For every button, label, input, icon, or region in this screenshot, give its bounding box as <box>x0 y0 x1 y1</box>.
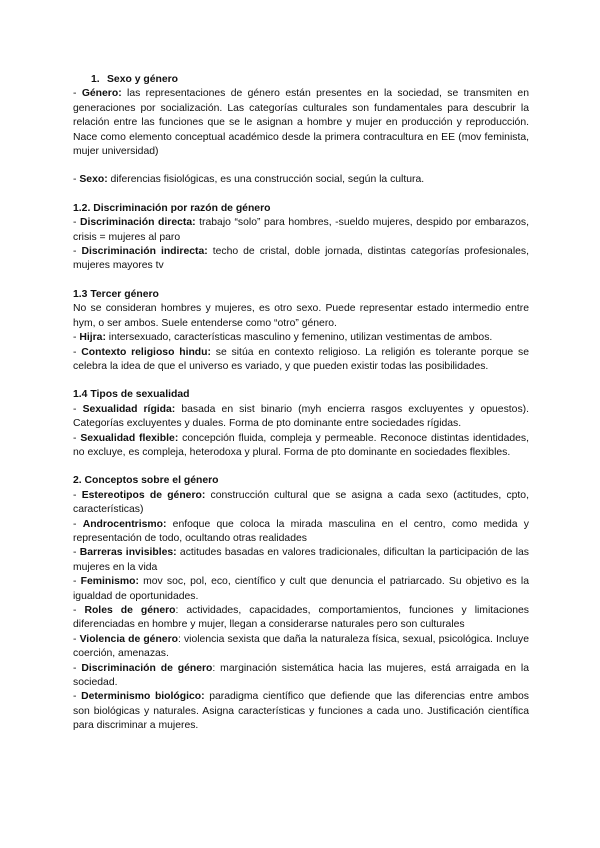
definition-genero: - Género: las representaciones de género están presentes en la sociedad, se transmiten en generaciones por socialización. Las categorías culturales son fundamentales para descubrir la relación entre las funciones que se le asignan a hombre y mujer en producción y reproducción. Nace como elemento conceptual académico desde la primera contracultura en EE (mov feminista, mujer universidad) <box>73 88 529 158</box>
list-item: - Sexualidad rígida: basada en sist binario (myh encierra rasgos excluyentes y opuestos). Categorías excluyentes y duales. Forma de pto dominante entre sociedades rígidas. <box>73 403 529 430</box>
term-sexualidad-rigida: Sexualidad rígida: <box>82 403 176 415</box>
term-sexualidad-flexible: Sexualidad flexible: <box>80 432 179 444</box>
section-heading-tipos-sexualidad: 1.4 Tipos de sexualidad <box>73 389 190 401</box>
list-item: - Contexto religioso hindu: se sitúa en contexto religioso. La religión es tolerante porque se celebra la idea de que el universo es variado, y que pueden existir todas las posibilidades. <box>73 346 529 372</box>
term-barreras-invisibles: Barreras invisibles: <box>79 547 177 559</box>
definition-text: construcción cultural que se asigna a cada sexo (actitudes, cpto, características) <box>73 489 529 516</box>
list-item: - Estereotipos de género: construcción cultural que se asigna a cada sexo (actitudes, cpto, características) <box>73 489 529 516</box>
list-item: - Hijra: intersexuado, características masculino y femenino, utilizan vestimentas de ambos. <box>73 332 493 344</box>
definition-genero-text: las representaciones de género están presentes en la sociedad, se transmiten en generaciones por socialización. Las categorías culturales son fundamentales para descubrir la relación entre las funciones que se le asignan a hombre y mujer en producción y reproducción. Nace como elemento conceptual académico desde la primera contracultura en EE (mov feminista, mujer universidad) <box>73 88 529 158</box>
definition-text: enfoque que coloca la mirada masculina en el centro, como medida y representación de todo, ocultando otras realidades <box>73 518 529 544</box>
term-discriminacion-genero: Discriminación de género <box>81 662 213 674</box>
definition-text: basada en sist binario (myh encierra rasgos excluyentes y opuestos). Categorías excluyentes y duales. Forma de pto dominante entre sociedades rígidas. <box>73 403 529 430</box>
term-sexo: Sexo: <box>79 174 108 186</box>
list-item: - Barreras invisibles: actitudes basadas en valores tradicionales, dificultan la participación de las mujeres en la vida <box>73 547 529 573</box>
definition-text: intersexuado, características masculino y femenino, utilizan vestimentas de ambos. <box>105 332 493 344</box>
section-intro: No se consideran hombres y mujeres, es otro sexo. Puede representar estado intermedio entre hym, o ser ambos. Suele entenderse como “otro” género. <box>73 303 529 329</box>
section-heading-discriminacion: 1.2. Discriminación por razón de género <box>73 202 271 214</box>
definition-text: : actividades, capacidades, comportamientos, funciones y limitaciones diferenciadas en hombre y mujer, llegan a considerarse naturales pero son culturales <box>73 605 529 631</box>
list-item: - Roles de género: actividades, capacidades, comportamientos, funciones y limitaciones diferenciadas en hombre y mujer, llegan a considerarse naturales pero son culturales <box>73 605 529 631</box>
definition-text: trabajo “solo” para hombres, -sueldo mujeres, despido por embarazos, crisis = mujeres al paro <box>73 217 529 243</box>
term-discriminacion-indirecta: Discriminación indirecta: <box>81 246 208 258</box>
definition-sexo-text: diferencias fisiológicas, es una construcción social, según la cultura. <box>107 174 425 186</box>
list-item: - Determinismo biológico: paradigma científico que defiende que las diferencias entre ambos son biológicas y naturales. Asigna características y funciones a cada uno. Justificación científica para discriminar a mujeres. <box>73 691 529 732</box>
term-genero: Género: <box>81 88 122 100</box>
list-item: - Discriminación directa: trabajo “solo” para hombres, -sueldo mujeres, despido por embarazos, crisis = mujeres al paro <box>73 217 529 243</box>
definition-text: techo de cristal, doble jornada, distintas categorías profesionales, mujeres mayores tv <box>73 246 529 272</box>
term-hijra: Hijra: <box>79 332 106 344</box>
term-discriminacion-directa: Discriminación directa: <box>80 217 196 229</box>
definition-sexo: - Sexo: diferencias fisiológicas, es una construcción social, según la cultura. <box>73 174 425 186</box>
section-heading-conceptos: 2. Conceptos sobre el género <box>73 475 219 487</box>
term-androcentrismo: Androcentrismo: <box>82 518 167 530</box>
list-item: - Feminismo: mov soc, pol, eco, científico y cult que denuncia el patriarcado. Su objetivo es la igualdad de oportunidades. <box>73 576 529 602</box>
document-page <box>73 73 529 734</box>
list-item: - Discriminación de género: marginación sistemática hacia las mujeres, está arraigada en la sociedad. <box>73 662 529 689</box>
document-title <box>73 73 529 87</box>
term-estereotipos: Estereotipos de género: <box>81 489 206 501</box>
term-violencia-genero: Violencia de género <box>79 633 178 645</box>
term-roles-genero: Roles de género <box>84 605 176 616</box>
definition-text: actitudes basadas en valores tradicionales, dificultan la participación de las mujeres en la vida <box>73 547 529 573</box>
term-contexto-religioso: Contexto religioso hindu: <box>81 346 211 358</box>
definition-text: se sitúa en contexto religioso. La religión es tolerante porque se celebra la idea de que el universo es variado, y que pueden existir todas las posibilidades. <box>73 346 529 372</box>
definition-text: : marginación sistemática hacia las mujeres, está arraigada en la sociedad. <box>73 662 529 689</box>
term-feminismo: Feminismo: <box>80 576 139 588</box>
list-item: - Androcentrismo: enfoque que coloca la mirada masculina en el centro, como medida y representación de todo, ocultando otras realidades <box>73 518 529 544</box>
title-number: 1. <box>91 74 100 85</box>
term-determinismo-biologico: Determinismo biológico: <box>81 691 205 703</box>
title-text: Sexo y género <box>107 74 179 85</box>
definition-text: concepción fluida, compleja y permeable. Reconoce distintas identidades, no excluye, es compleja, heterodoxa y plural. Forma de pto dominante en sociedades flexibles. <box>73 432 529 458</box>
list-item: - Sexualidad flexible: concepción fluida, compleja y permeable. Reconoce distintas identidades, no excluye, es compleja, heterodoxa y plural. Forma de pto dominante en sociedades flexibles. <box>73 432 529 458</box>
list-item: - Discriminación indirecta: techo de cristal, doble jornada, distintas categorías profesionales, mujeres mayores tv <box>73 246 529 272</box>
definition-text: : violencia sexista que daña la naturaleza física, sexual, psicológica. Incluye coerción, amenazas. <box>73 633 529 660</box>
definition-text: paradigma científico que defiende que las diferencias entre ambos son biológicas y naturales. Asigna características y funciones a cada uno. Justificación científica para discriminar a mujeres. <box>73 691 529 732</box>
list-item: - Violencia de género: violencia sexista que daña la naturaleza física, sexual, psicológica. Incluye coerción, amenazas. <box>73 633 529 660</box>
definition-text: mov soc, pol, eco, científico y cult que denuncia el patriarcado. Su objetivo es la igualdad de oportunidades. <box>73 576 529 602</box>
section-heading-tercer-genero: 1.3 Tercer género <box>73 288 159 300</box>
